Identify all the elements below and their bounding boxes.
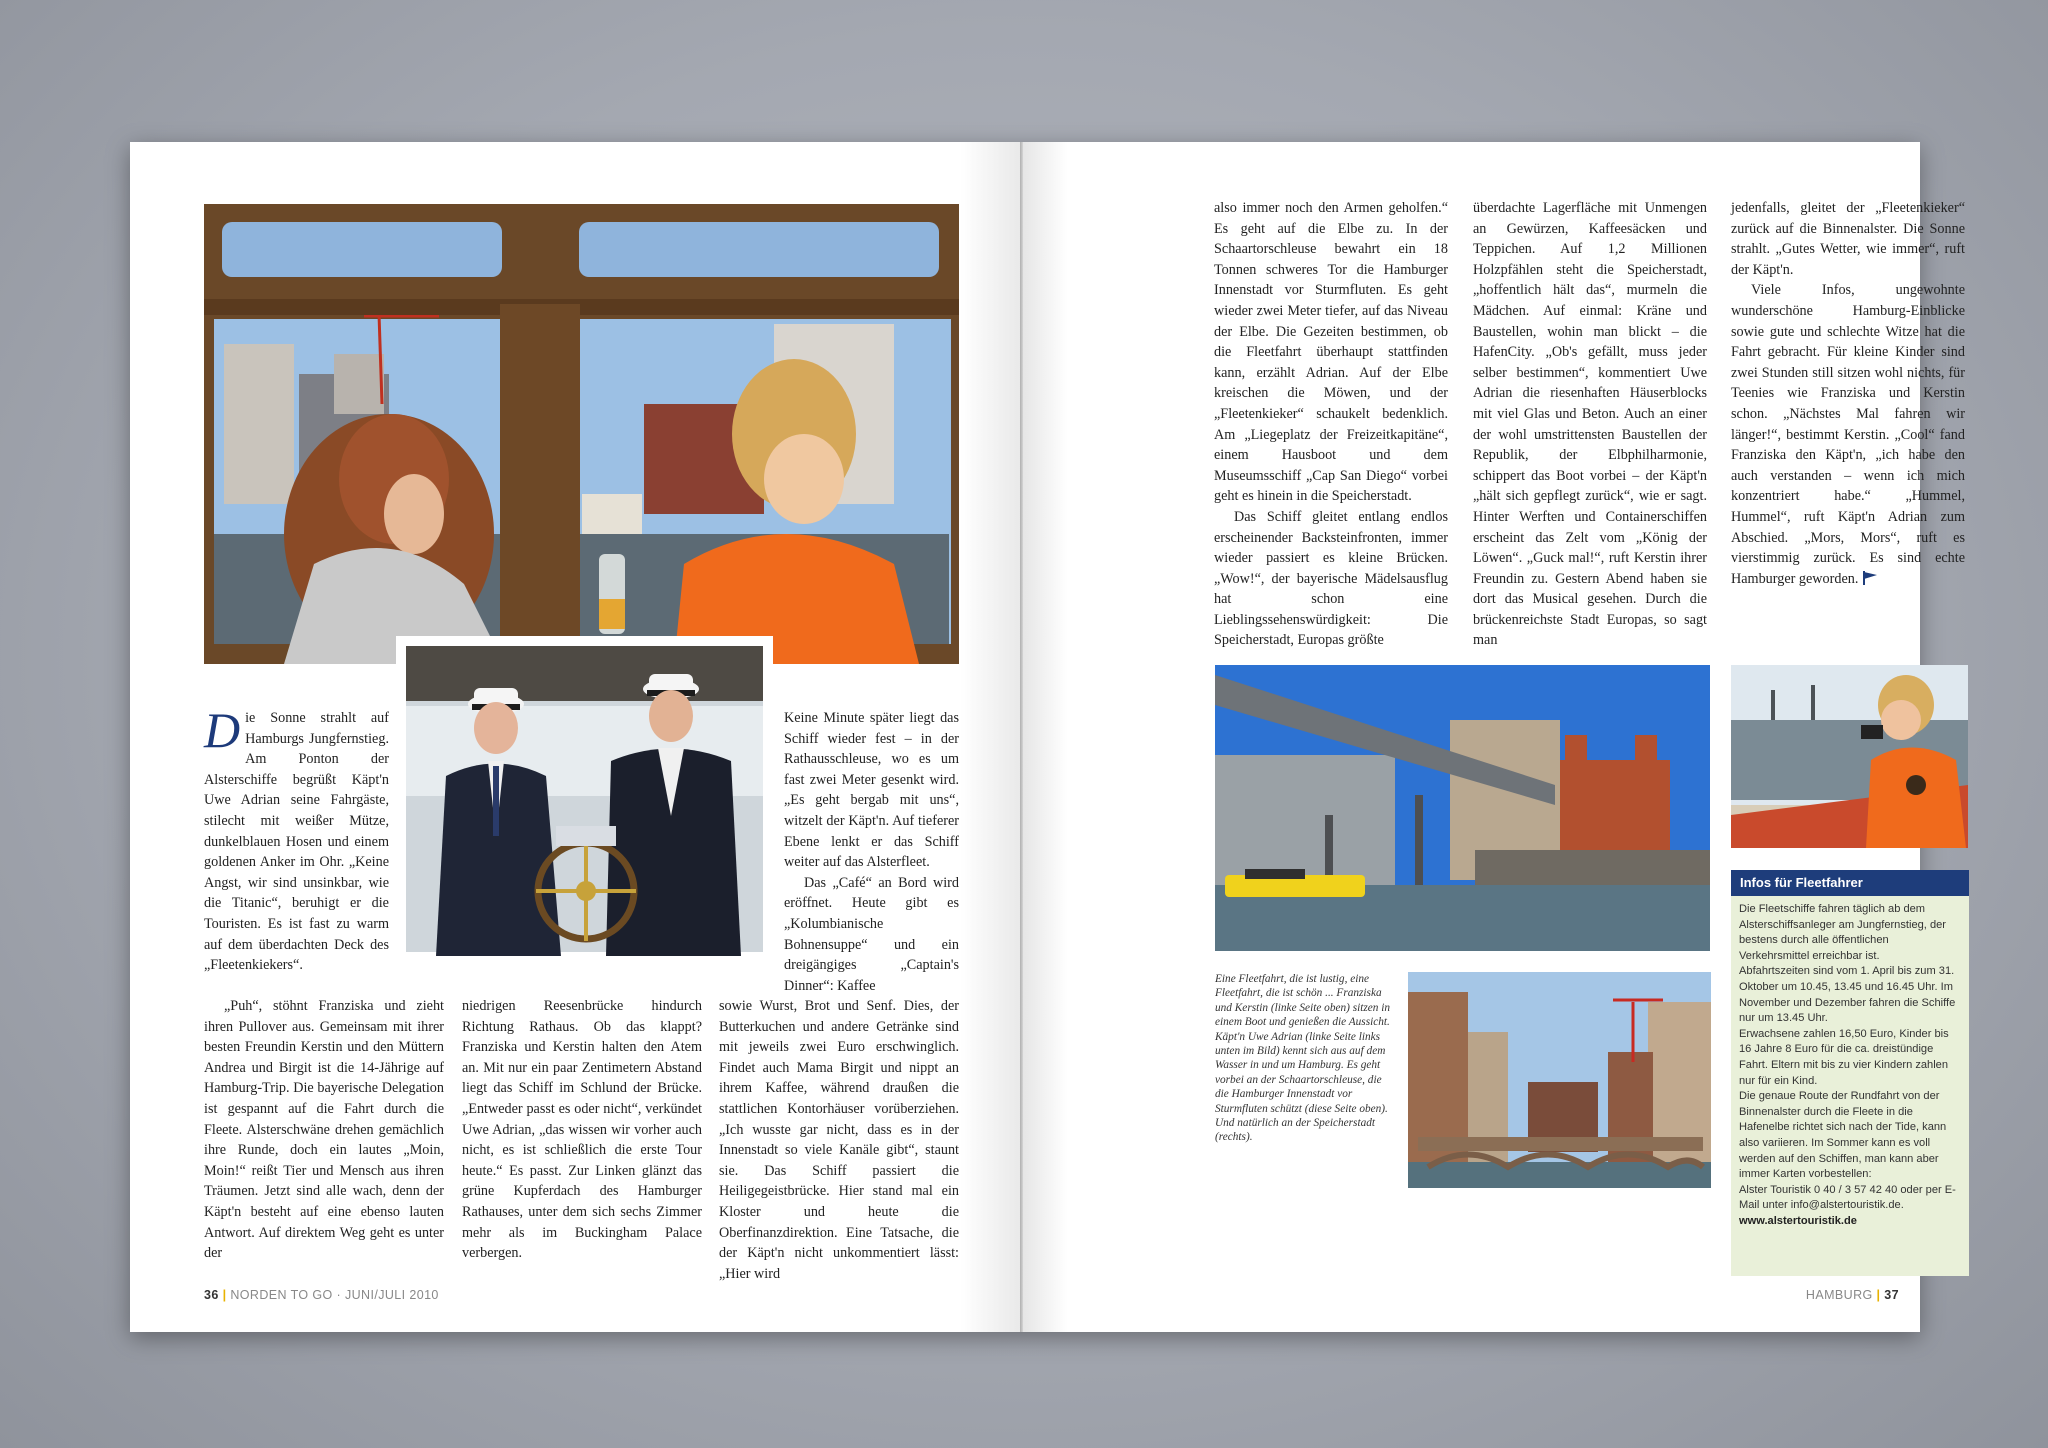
article-paragraph: jedenfalls, gleitet der „Fleetenkieker“ zurück auf die Binnenalster. Die Sonne strahlt. „Gutes Wetter, wie immer“, ruft der Käpt'n. [1731,200,1965,278]
article-paragraph: Die Sonne strahlt auf Hamburgs Jungfernstieg. Am Ponton der Alsterschiffe begrüßt Käpt'n Uwe Adrian seine Fahrgäste, stilecht mit weißer Mütze, dunkelblauen Hosen und einem goldenen Anker im Ohr. „Keine Angst, wir sind unsinkbar, wie die Titanic“, beruhigt er die Touristen. Es ist fast zu warm auf dem überdachten Deck des „Fleetenkiekers“. [204,702,389,974]
article-paragraph: Das „Café“ an Bord wird eröffnet. Heute gibt es „Kolumbianische Bohnensuppe“ und ein dreigängiges „Captain's Dinner“: Kaffee [784,874,959,994]
section-name: HAMBURG [1805,1288,1873,1302]
info-url[interactable]: www.alstertouristik.de [1739,1214,1857,1227]
girl-camera-image [1731,665,1968,848]
left-column-3-top [784,708,959,996]
right-column-1 [1214,198,1448,651]
right-folio [1806,1288,1899,1302]
article-paragraph: Keine Minute später liegt das Schiff wieder fest – in der Rathausschleuse, wo es um fast zwei Meter gesenkt wird. „Es geht bergab mit uns“, witzelt der Käpt'n. Auf tieferer Ebene lenkt er das Schiff weiter auf das Alsterfleet. [784,710,959,871]
article-paragraph: sowie Wurst, Brot und Senf. Dies, der Butterkuchen und andere Getränke sind mit jeweils zwei Euro erschwinglich. Findet auch Mama Birgit und nippt an ihrem Kaffee, während draußen die stattlichen Kontorhäuser vorüberziehen. „Ich wusste gar nicht, dass es in der Innenstadt so viele Kanäle gibt“, staunt sie. Das Schiff passiert die Heiligegeistbrücke. Hier stand mal ein Kloster und heute die Oberfinanzdirektion. Eine Tatsache, die der Käpt'n nicht unkommentiert lässt: „Hier wird [719,998,959,1282]
article-paragraph: „Puh“, stöhnt Franziska und zieht ihren Pullover aus. Gemeinsam mit ihrer besten Freundin Kerstin und den Müttern Andrea und Birgit ist die 14-Jährige auf Hamburg-Trip. Die bayerische Delegation ist gespannt auf die Fahrt durch die Fleete. Alsterschwäne drehen gemächlich ihre Runde, doch ein lautes „Moin, Moin!“ reißt Tier und Mensch aus ihren Träumen. Jetzt sind alle wach, denn der Käpt'n besteht auf eine ebenso lauten Antwort. Auf direktem Weg geht es unter der [204,998,444,1262]
speicherstadt-image [1408,972,1711,1188]
schaartorschleuse-image [1215,665,1710,951]
magazine-issue: NORDEN TO GO · JUNI/JULI 2010 [230,1288,439,1302]
article-paragraph: niedrigen Reesenbrücke hindurch Richtung Rathaus. Ob das klappt? Franziska und Kerstin halten den Atem an. Mit nur ein paar Zentimetern Abstand liegt das Schiff im Schlund der Brücke. „Entweder passt es oder nicht“, verkündet Uwe Adrian, „das wissen wir vorher auch nicht, es ist schließlich die erste Tour heute.“ Es passt. Zur Linken glänzt das grüne Kupferdach des Hamburger Rathauses, unter dem sich sechs Zimmer mehr als im Buckingham Palace verbergen. [462,998,702,1262]
info-paragraph: Abfahrtszeiten sind vom 1. April bis zum 31. Oktober um 10.45, 13.45 und 16.45 Uhr. Im November und Dezember fahren die Schiffe nur um 13.45 Uhr. [1739,965,1956,1025]
photo-captains-at-helm [396,636,773,962]
left-folio [204,1288,439,1302]
info-paragraph: Erwachsene zahlen 16,50 Euro, Kinder bis 16 Jahre 8 Euro für die ca. dreistündige Fahrt. Eltern mit bis zu vier Kindern zahlen nur für ein Kind. [1739,1027,1949,1087]
end-flag-icon [1862,570,1878,586]
info-box-title: Infos für Fleetfahrer [1731,870,1969,896]
left-column-1 [204,702,389,976]
right-column-2 [1473,198,1707,651]
photo-caption: Eine Fleetfahrt, die ist lustig, eine Fleetfahrt, die ist schön ... Franziska und Kerstin (linke Seite oben) sitzen in einem Boot und genießen die Aussicht. Käpt'n Uwe Adrian (linke Seite links unten im Bild) kennt sich aus auf dem Wasser in und um Hamburg. Es geht vorbei an der Schaartorschleuse, die die Hamburger Innenstadt vor Sturmfluten schützt (diese Seite oben). Und natürlich an der Speicherstadt (rechts). [1215,973,1391,1144]
info-box-body [1731,896,1969,1276]
info-paragraph: Alster Touristik 0 40 / 3 57 42 40 oder per E-Mail unter info@alstertouristik.de. [1739,1183,1956,1212]
info-paragraph: Die Fleetschiffe fahren täglich ab dem Alsterschiffsanleger am Jungfernstieg, der bestens durch alle öffentlichen Verkehrsmittel erreichbar ist. [1739,903,1946,962]
right-page [1023,142,1965,1332]
article-paragraph: Viele Infos, ungewohnte wunderschöne Hamburg-Einblicke sowie gute und schlechte Witze hat die Fahrt gebracht. Für kleine Kinder sind zwei Stunden still sitzen wohl nichts, für Teenies wie Franziska und Kerstin schon. „Nächstes Mal fahren wir länger!“, bestimmt Kerstin. „Cool“ fand Franziska den Käpt'n, „ich habe den auch verstanden – wenn ich mich konzentriert habe.“ „Hummel, Hummel“, ruft Käpt'n Adrian zum Abschied. „Mors, Mors“, ruft es vierstimmig zurück. Es sind echte Hamburger geworden. [1731,282,1965,587]
page-number: 36 [204,1288,219,1302]
magazine-spread [130,142,1965,1332]
photo-girls-on-boat [204,204,959,664]
article-paragraph: also immer noch den Armen geholfen.“ Es geht auf die Elbe zu. In der Schaartorschleuse bewahrt ein 18 Tonnen schweres Tor die Hamburger Innenstadt vor Sturmfluten. Es geht wieder zwei Meter tiefer, auf das Niveau der Elbe. Die Gezeiten bestimmen, ob die Fleetfahrt überhaupt stattfinden kann, erzählt Adrian. Auf der Elbe kreischen die Möwen, und der „Fleetenkieker“ schaukelt bedenklich. Am „Liegeplatz der Freizeitkapitäne“, einem Hausboot und dem Museumsschiff „Cap San Diego“ vorbei geht es hinein in die Speicherstadt. [1214,200,1448,505]
photo-schaartorschleuse [1215,665,1710,951]
left-column-3-bottom [719,996,959,1284]
article-paragraph: Das Schiff gleitet entlang endlos erscheinender Backsteinfronten, immer wieder passiert es kleine Brücken. „Wow!“, der bayerische Mädelsausflug hat schon eine Lieblingssehenswürdigkeit: Die Speicherstadt, Europas größte [1214,508,1448,649]
page-number: 37 [1884,1288,1899,1302]
info-paragraph: Die genaue Route der Rundfahrt von der Binnenalster durch die Fleete in die Hafenelbe richtet sich nach der Tide, kann also variieren. Im Sommer kann es voll werden auf den Schiffen, man kann aber immer Karten vorbestellen: [1739,1090,1947,1181]
folio-separator: | [1876,1288,1881,1302]
photo-speicherstadt [1408,972,1711,1188]
left-column-2 [462,996,702,1264]
left-column-1-continued [204,996,444,1264]
folio-separator: | [222,1288,227,1302]
captains-image [396,636,773,962]
boat-window-image [204,204,959,664]
left-page [130,142,1023,1332]
info-box [1731,870,1969,1400]
article-paragraph: überdachte Lagerfläche mit Unmengen an Gewürzen, Kaffeesäcken und Teppichen. Auf 1,2 Millionen Holzpfählen steht die Speicherstadt, „hoffentlich hält das“, murmeln die Mädchen. Auf einmal: Kräne und Baustellen, wohin man blickt – die HafenCity. „Ob's gefällt, muss jeder selber bestimmen“, kommentiert Uwe Adrian die riesenhaften Häuserblocks mit viel Glas und Beton. Auch an einer der wohl umstrittensten Baustellen der Republik, der Elbphilharmonie, schippert das Boot vorbei – der Käpt'n „hält sich gepflegt zurück“, wie er sagt. Hinter Werften und Containerschiffen erscheint das Zelt vom „König der Löwen“. „Guck mal!“, ruft Kerstin ihrer Freundin zu. Gestern Abend haben sie dort das Musical gesehen. Durch die brückenreichste Stadt Europas, so sagt man [1473,200,1707,649]
photo-girl-with-camera [1731,665,1968,848]
drop-cap: D [204,702,241,758]
right-column-3 [1731,198,1965,589]
